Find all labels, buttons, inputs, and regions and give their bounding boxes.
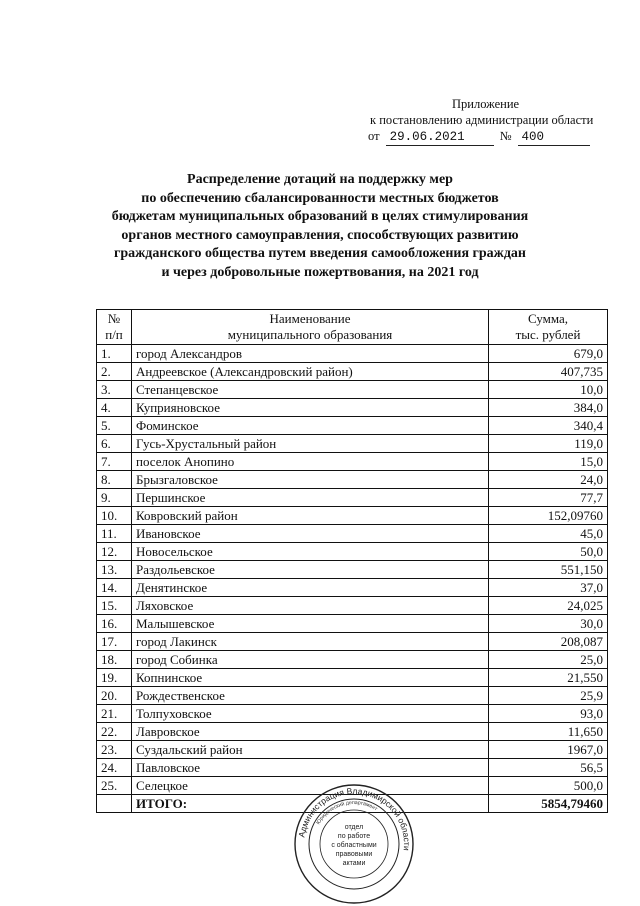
row-name: Суздальский район: [132, 741, 489, 759]
decree-date: 29.06.2021: [386, 129, 494, 146]
row-name: Гусь-Хрустальный район: [132, 435, 489, 453]
row-sum: 11,650: [489, 723, 608, 741]
table-row: [97, 417, 608, 435]
total-sum: 5854,79460: [489, 795, 608, 813]
header-number-l1: №: [107, 311, 121, 326]
row-sum: 45,0: [489, 525, 608, 543]
stamp-line: по работе: [337, 833, 371, 840]
row-name: Новосельское: [132, 543, 489, 561]
official-stamp: [292, 782, 416, 906]
row-name: поселок Анопино: [132, 453, 489, 471]
total-number-cell: [97, 795, 132, 813]
row-sum: 340,4: [489, 417, 608, 435]
table-body: [97, 345, 608, 813]
table-row: [97, 345, 608, 363]
table-row: [97, 723, 608, 741]
row-name: Толпуховское: [132, 705, 489, 723]
header-sum: [489, 310, 608, 345]
stamp-line: актами: [342, 860, 366, 867]
row-name: Копнинское: [132, 669, 489, 687]
row-number: 25.: [97, 777, 132, 795]
row-number: 4.: [97, 399, 132, 417]
decree-number: 400: [518, 129, 590, 146]
header-number-l2: п/п: [105, 327, 123, 342]
stamp-line: с областными: [331, 842, 377, 849]
row-name: Андреевское (Александровский район): [132, 363, 489, 381]
document-title: [80, 171, 560, 283]
table-row: [97, 507, 608, 525]
row-number: 12.: [97, 543, 132, 561]
row-name: Ляховское: [132, 597, 489, 615]
row-number: 8.: [97, 471, 132, 489]
table-row: [97, 669, 608, 687]
row-number: 6.: [97, 435, 132, 453]
table-row: [97, 741, 608, 759]
row-name: Куприяновское: [132, 399, 489, 417]
row-name: Денятинское: [132, 579, 489, 597]
row-number: 15.: [97, 597, 132, 615]
row-number: 7.: [97, 453, 132, 471]
table-row: [97, 651, 608, 669]
row-sum: 1967,0: [489, 741, 608, 759]
number-label: №: [499, 129, 512, 143]
row-name: город Собинка: [132, 651, 489, 669]
title-line: Распределение дотаций на поддержку мер: [187, 172, 453, 187]
table-row: [97, 543, 608, 561]
row-sum: 152,09760: [489, 507, 608, 525]
row-name: Павловское: [132, 759, 489, 777]
row-number: 21.: [97, 705, 132, 723]
row-sum: 25,9: [489, 687, 608, 705]
table-row: [97, 633, 608, 651]
appendix-header: [360, 96, 620, 146]
header-name: [132, 310, 489, 345]
table-row: [97, 579, 608, 597]
title-line: органов местного самоуправления, способствующих развитию: [121, 227, 519, 243]
header-sum-l1: Сумма,: [527, 311, 569, 326]
row-sum: 500,0: [489, 777, 608, 795]
row-sum: 30,0: [489, 615, 608, 633]
row-sum: 25,0: [489, 651, 608, 669]
row-name: Брызгаловское: [132, 471, 489, 489]
row-number: 10.: [97, 507, 132, 525]
row-sum: 37,0: [489, 579, 608, 597]
table-row: [97, 615, 608, 633]
row-sum: 24,025: [489, 597, 608, 615]
appendix-date-number: [360, 128, 620, 146]
row-sum: 119,0: [489, 435, 608, 453]
row-name: Малышевское: [132, 615, 489, 633]
stamp-ring-text: Администрация Владимирской области: [296, 785, 413, 852]
row-number: 5.: [97, 417, 132, 435]
from-label: от: [368, 129, 380, 143]
row-sum: 10,0: [489, 381, 608, 399]
stamp-ring-text-2: Юридический департамент: [315, 799, 379, 826]
row-sum: 551,150: [489, 561, 608, 579]
row-name: город Лакинск: [132, 633, 489, 651]
row-number: 23.: [97, 741, 132, 759]
table-row: [97, 399, 608, 417]
table-header-row: [97, 310, 608, 345]
title-line: и через добровольные пожертвования, на 2021 год: [161, 264, 479, 280]
total-label: ИТОГО:: [132, 795, 489, 813]
title-line: гражданского общества путем введения самообложения граждан: [114, 246, 526, 262]
row-name: Селецкое: [132, 777, 489, 795]
table-row: [97, 561, 608, 579]
row-sum: 77,7: [489, 489, 608, 507]
table-row: [97, 759, 608, 777]
row-sum: 407,735: [489, 363, 608, 381]
row-sum: 56,5: [489, 759, 608, 777]
table-row: [97, 489, 608, 507]
stamp-line: отдел: [344, 824, 364, 831]
table-row: [97, 687, 608, 705]
row-number: 24.: [97, 759, 132, 777]
row-sum: 208,087: [489, 633, 608, 651]
row-number: 17.: [97, 633, 132, 651]
row-sum: 15,0: [489, 453, 608, 471]
row-number: 20.: [97, 687, 132, 705]
title-line: бюджетам муниципальных образований в целях стимулирования: [111, 209, 529, 225]
row-number: 22.: [97, 723, 132, 741]
row-sum: 21,550: [489, 669, 608, 687]
row-name: Раздольевское: [132, 561, 489, 579]
row-number: 2.: [97, 363, 132, 381]
row-name: Рождественское: [132, 687, 489, 705]
row-sum: 679,0: [489, 345, 608, 363]
table-row: [97, 471, 608, 489]
appendix-reference: к постановлению администрации области: [370, 113, 594, 127]
appendix-label: Приложение: [452, 97, 520, 111]
row-name: Першинское: [132, 489, 489, 507]
row-name: Лавровское: [132, 723, 489, 741]
row-number: 18.: [97, 651, 132, 669]
table-row: [97, 363, 608, 381]
row-name: Степанцевское: [132, 381, 489, 399]
table-row: [97, 453, 608, 471]
title-line: по обеспечению сбалансированности местных бюджетов: [141, 190, 499, 206]
row-number: 3.: [97, 381, 132, 399]
table-row: [97, 525, 608, 543]
table-row: [97, 597, 608, 615]
distribution-table: [96, 309, 608, 813]
row-number: 1.: [97, 345, 132, 363]
row-number: 14.: [97, 579, 132, 597]
row-number: 9.: [97, 489, 132, 507]
row-sum: 384,0: [489, 399, 608, 417]
row-sum: 50,0: [489, 543, 608, 561]
row-sum: 24,0: [489, 471, 608, 489]
row-name: город Александров: [132, 345, 489, 363]
row-number: 19.: [97, 669, 132, 687]
row-name: Ковровский район: [132, 507, 489, 525]
header-name-l1: Наименование: [269, 311, 351, 326]
header-sum-l2: тыс. рублей: [515, 327, 581, 342]
row-number: 11.: [97, 525, 132, 543]
table-row: [97, 381, 608, 399]
stamp-line: правовыми: [335, 851, 373, 858]
row-number: 16.: [97, 615, 132, 633]
row-name: Фоминское: [132, 417, 489, 435]
table-row: [97, 435, 608, 453]
header-name-l2: муниципального образования: [227, 327, 393, 342]
row-number: 13.: [97, 561, 132, 579]
row-name: Ивановское: [132, 525, 489, 543]
row-sum: 93,0: [489, 705, 608, 723]
header-number: [97, 310, 132, 345]
table-row: [97, 705, 608, 723]
